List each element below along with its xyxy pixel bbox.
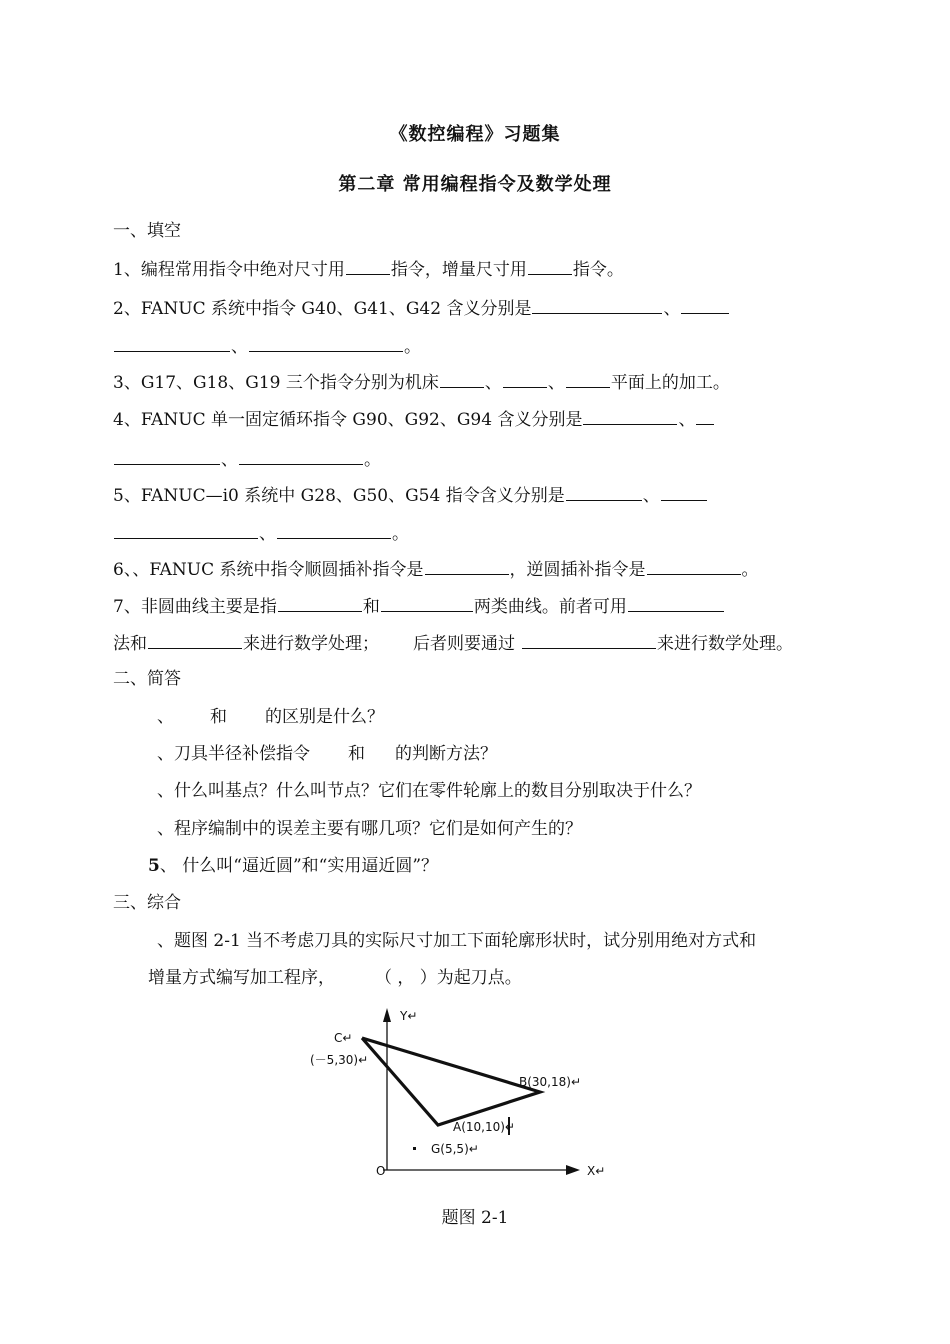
- question-1-1: 1、编程常用指令中绝对尺寸用 指令，增量尺寸用 指令。: [113, 257, 624, 281]
- question-1-7-cont: 法和 来进行数学处理； 后者则要通过 来进行数学处理。: [113, 631, 793, 655]
- question-2-5: 5、 什么叫“逼近圆”和“实用逼近圆”？: [148, 856, 439, 876]
- point-c-label: C↵: [334, 1031, 353, 1045]
- answer-blank[interactable]: [381, 594, 473, 612]
- answer-blank[interactable]: [277, 521, 391, 539]
- x-axis-arrow-icon: [566, 1165, 580, 1175]
- answer-blank[interactable]: [114, 521, 258, 539]
- question-2-1: 、 和 的区别是什么？: [157, 707, 384, 727]
- section1-heading: 一、填空: [113, 221, 181, 241]
- point-c-coord: (－5,30)↵: [310, 1053, 369, 1067]
- answer-blank[interactable]: [503, 370, 547, 388]
- document-title: 《数控编程》习题集: [389, 124, 561, 145]
- answer-blank[interactable]: [647, 557, 741, 575]
- answer-blank[interactable]: [249, 334, 403, 352]
- point-g-label: G(5,5)↵: [431, 1142, 479, 1156]
- answer-blank[interactable]: [681, 296, 729, 314]
- answer-blank[interactable]: [114, 334, 230, 352]
- question-1-5-cont: 、 。: [113, 521, 409, 545]
- answer-blank[interactable]: [532, 296, 662, 314]
- question-1-5: 5、FANUC—i0 系统中 G28、G50、G54 指令含义分别是 、: [113, 483, 708, 507]
- answer-blank[interactable]: [628, 594, 724, 612]
- point-b-label: B(30,18)↵: [519, 1075, 582, 1089]
- figure-caption: 题图 2-1: [441, 1208, 509, 1228]
- answer-blank[interactable]: [696, 407, 714, 425]
- answer-blank[interactable]: [114, 447, 220, 465]
- question-2-3: 、什么叫基点？什么叫节点？它们在零件轮廓上的数目分别取决于什么？: [157, 781, 701, 801]
- question-1-2: 2、FANUC 系统中指令 G40、G41、G42 含义分别是 、: [113, 296, 730, 320]
- answer-blank[interactable]: [278, 594, 362, 612]
- contour-path: [362, 1038, 540, 1125]
- answer-blank[interactable]: [566, 483, 642, 501]
- origin-label: O: [376, 1164, 386, 1178]
- chapter-title: 第二章 常用编程指令及数学处理: [338, 174, 612, 195]
- question-1-2-cont: 、 。: [113, 334, 421, 358]
- answer-blank[interactable]: [346, 257, 390, 275]
- point-g-marker: [413, 1147, 416, 1150]
- y-axis-arrow-icon: [383, 1008, 391, 1022]
- point-a-label: A(10,10)↵: [453, 1120, 515, 1134]
- answer-blank[interactable]: [425, 557, 509, 575]
- y-axis-label: Y↵: [400, 1009, 418, 1023]
- answer-blank[interactable]: [148, 631, 242, 649]
- question-3-1-line2: 增量方式编写加工程序， （ ， ）为起刀点。: [148, 968, 522, 988]
- question-2-4: 、程序编制中的误差主要有哪几项？它们是如何产生的？: [157, 819, 582, 839]
- question-1-4-cont: 、 。: [113, 447, 381, 471]
- section3-heading: 三、综合: [113, 893, 181, 913]
- answer-blank[interactable]: [440, 370, 484, 388]
- answer-blank[interactable]: [661, 483, 707, 501]
- answer-blank[interactable]: [583, 407, 677, 425]
- figure-2-1: [0, 1000, 950, 1200]
- answer-blank[interactable]: [528, 257, 572, 275]
- question-1-3: 3、G17、G18、G19 三个指令分别为机床 、 、 平面上的加工。: [113, 370, 730, 394]
- question-1-4: 4、FANUC 单一固定循环指令 G90、G92、G94 含义分别是 、: [113, 407, 715, 431]
- x-axis-label: X↵: [587, 1164, 606, 1178]
- question-1-6: 6、、FANUC 系统中指令顺圆插补指令是 ，逆圆插补指令是 。: [113, 557, 759, 581]
- answer-blank[interactable]: [522, 631, 656, 649]
- section2-heading: 二、简答: [113, 669, 181, 689]
- question-1-7: 7、非圆曲线主要是指 和 两类曲线。前者可用: [113, 594, 725, 618]
- answer-blank[interactable]: [239, 447, 363, 465]
- question-2-2: 、刀具半径补偿指令 和 的判断方法？: [157, 744, 497, 764]
- question-3-1-line1: 、题图 2-1 当不考虑刀具的实际尺寸加工下面轮廓形状时，试分别用绝对方式和: [157, 931, 757, 951]
- answer-blank[interactable]: [566, 370, 610, 388]
